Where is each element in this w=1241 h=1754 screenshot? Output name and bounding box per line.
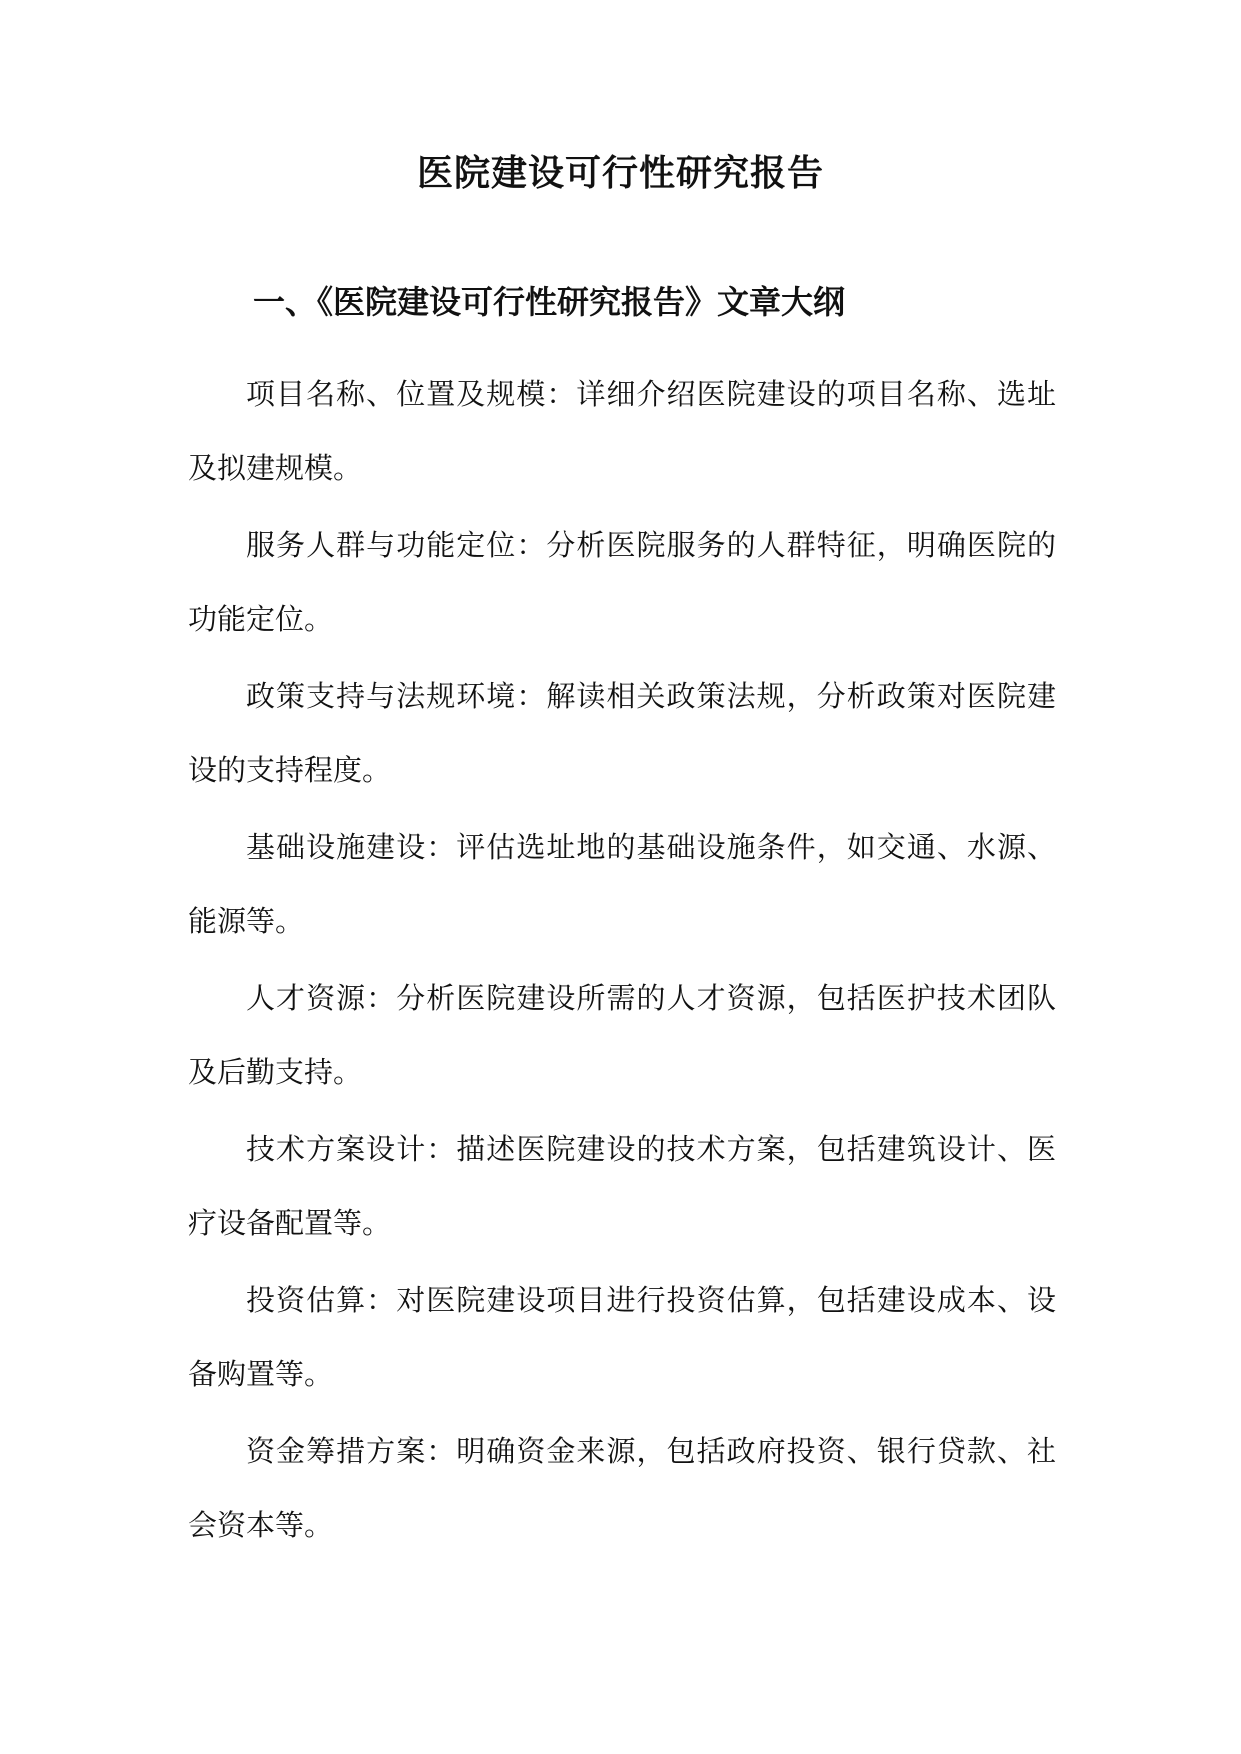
outline-body <box>188 357 1056 1565</box>
section-heading: 一、《医院建设可行性研究报告》文章大纲 <box>253 283 846 321</box>
document-title: 医院建设可行性研究报告 <box>416 152 824 194</box>
paragraph-service-population: 服务人群与功能定位：分析医院服务的人群特征，明确医院的功能定位。 <box>188 528 1056 636</box>
paragraph-infrastructure: 基础设施建设：评估选址地的基础设施条件，如交通、水源、能源等。 <box>188 830 1056 938</box>
paragraph-project-name: 项目名称、位置及规模：详细介绍医院建设的项目名称、选址及拟建规模。 <box>188 377 1056 485</box>
paragraph-talent-resources: 人才资源：分析医院建设所需的人才资源，包括医护技术团队及后勤支持。 <box>188 981 1056 1089</box>
paragraph-technical-plan: 技术方案设计：描述医院建设的技术方案，包括建筑设计、医疗设备配置等。 <box>188 1132 1056 1240</box>
paragraph-funding-plan: 资金筹措方案：明确资金来源，包括政府投资、银行贷款、社会资本等。 <box>188 1434 1056 1542</box>
paragraph-investment-estimate: 投资估算：对医院建设项目进行投资估算，包括建设成本、设备购置等。 <box>188 1283 1056 1391</box>
paragraph-policy-support: 政策支持与法规环境：解读相关政策法规，分析政策对医院建设的支持程度。 <box>188 679 1056 787</box>
